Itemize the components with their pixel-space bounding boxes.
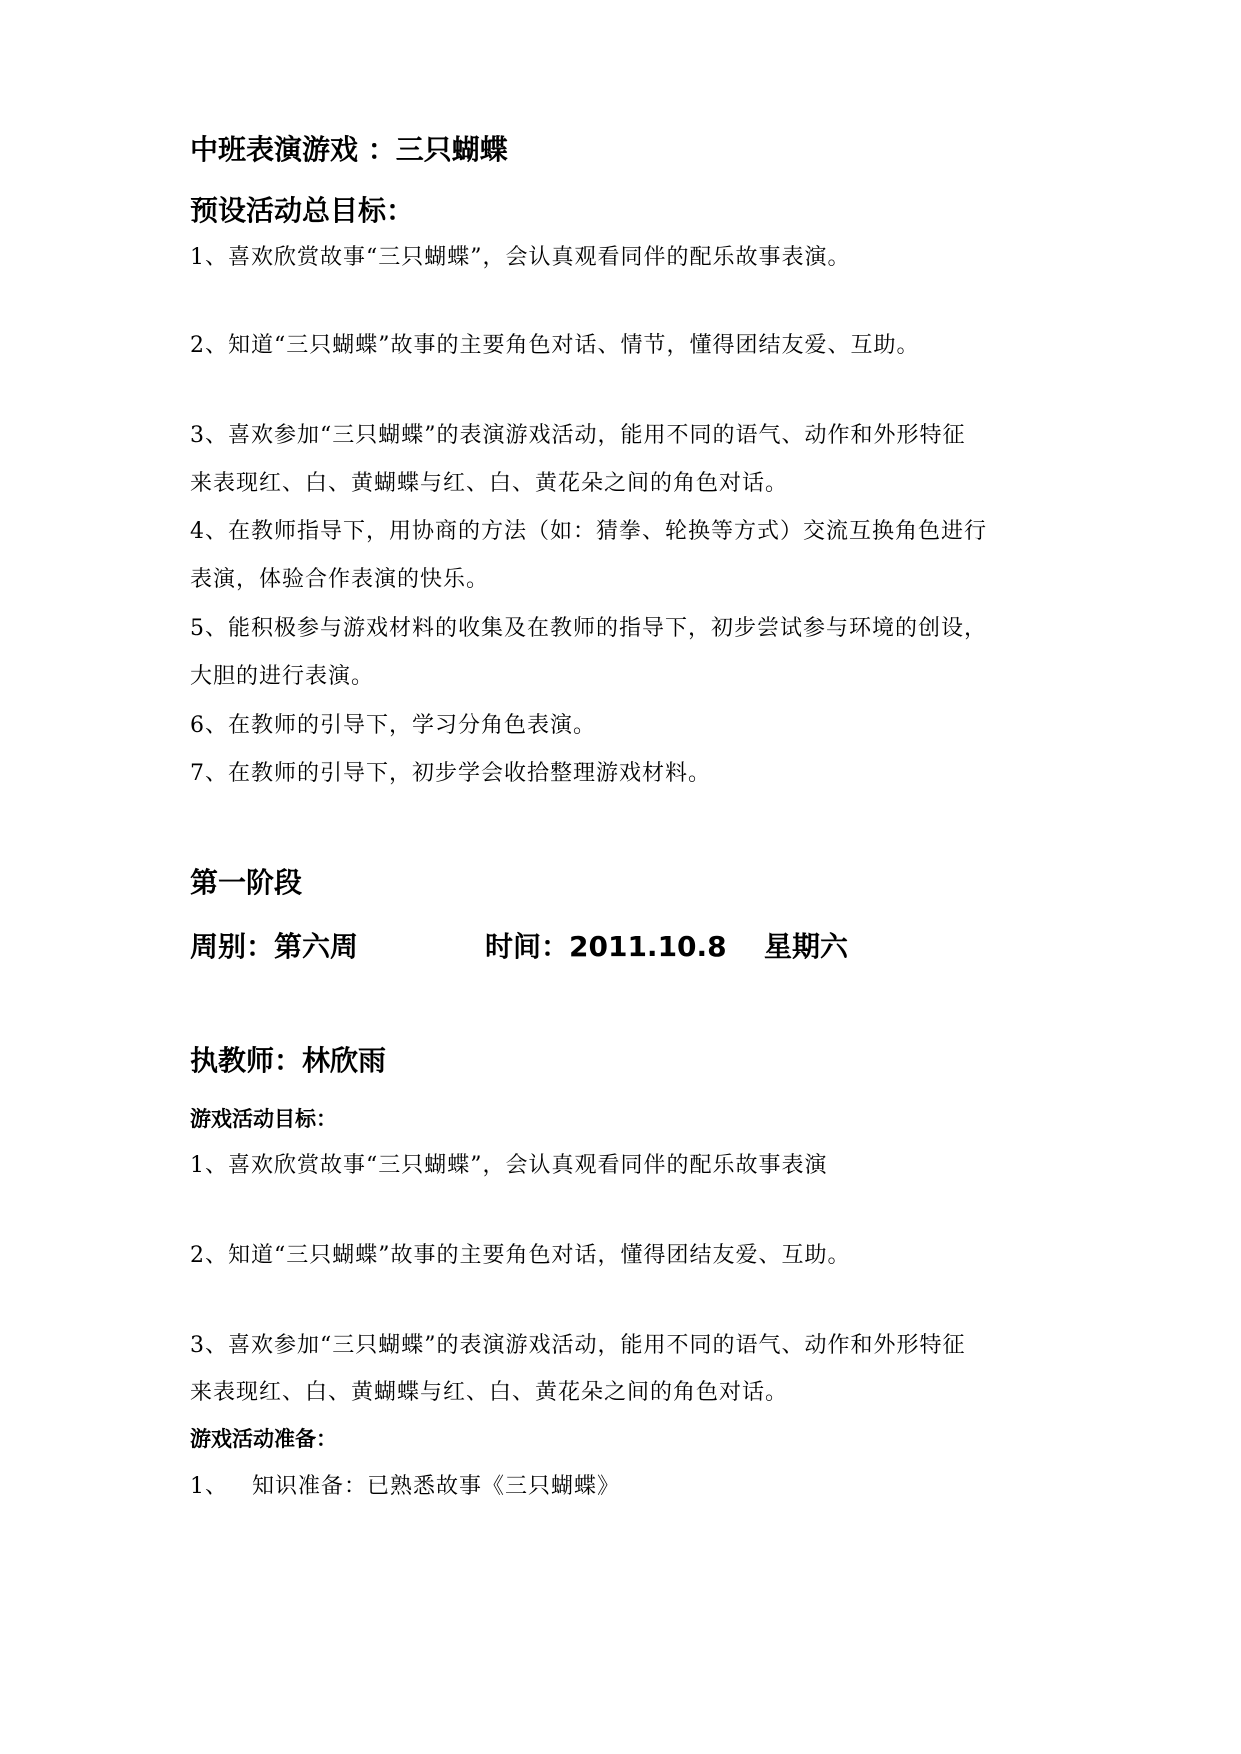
overall-goal-5: 5、能积极参与游戏材料的收集及在教师的指导下，初步尝试参与环境的创设， [190,616,987,641]
overall-goal-1: 1、喜欢欣赏故事“三只蝴蝶”，会认真观看同伴的配乐故事表演。 [190,245,851,270]
overall-goal-6: 6、在教师的引导下，学习分角色表演。 [190,713,596,738]
teacher-label: 执教师：林欣雨 [190,1044,387,1077]
stage-heading: 第一阶段 [190,866,303,899]
overall-goal-7: 7、在教师的引导下，初步学会收拾整理游戏材料。 [190,761,711,786]
time-label: 时间：2011.10.8 [485,930,727,963]
week-label: 周别：第六周 [190,930,359,963]
overall-goal-3-cont: 来表现红、白、黄蝴蝶与红、白、黄花朵之间的角色对话。 [190,471,789,496]
activity-goal-1: 1、喜欢欣赏故事“三只蝴蝶”，会认真观看同伴的配乐故事表演 [190,1153,828,1178]
stage-info-row [190,925,890,965]
activity-goal-3: 3、喜欢参加“三只蝴蝶”的表演游戏活动，能用不同的语气、动作和外形特征 [190,1333,966,1358]
overall-goal-4-cont: 表演，体验合作表演的快乐。 [190,567,490,592]
overall-goal-3: 3、喜欢参加“三只蝴蝶”的表演游戏活动，能用不同的语气、动作和外形特征 [190,423,966,448]
overall-goal-4: 4、在教师指导下，用协商的方法（如：猜拳、轮换等方式）交流互换角色进行 [190,519,987,544]
activity-goal-3-cont: 来表现红、白、黄蝴蝶与红、白、黄花朵之间的角色对话。 [190,1380,789,1405]
activity-goals-heading: 游戏活动目标： [190,1107,337,1131]
preparation-item-1: 1、 知识准备：已熟悉故事《三只蝴蝶》 [190,1474,620,1499]
overall-goals-heading: 预设活动总目标： [190,194,415,227]
overall-goal-5-cont: 大胆的进行表演。 [190,664,375,689]
activity-goal-2: 2、知道“三只蝴蝶”故事的主要角色对话，懂得团结友爱、互助。 [190,1243,851,1268]
overall-goal-2: 2、知道“三只蝴蝶”故事的主要角色对话、情节，懂得团结友爱、互助。 [190,333,920,358]
document-title: 中班表演游戏 ：三只蝴蝶 [190,133,508,166]
weekday-label: 星期六 [764,930,849,963]
preparation-heading: 游戏活动准备： [190,1427,337,1451]
